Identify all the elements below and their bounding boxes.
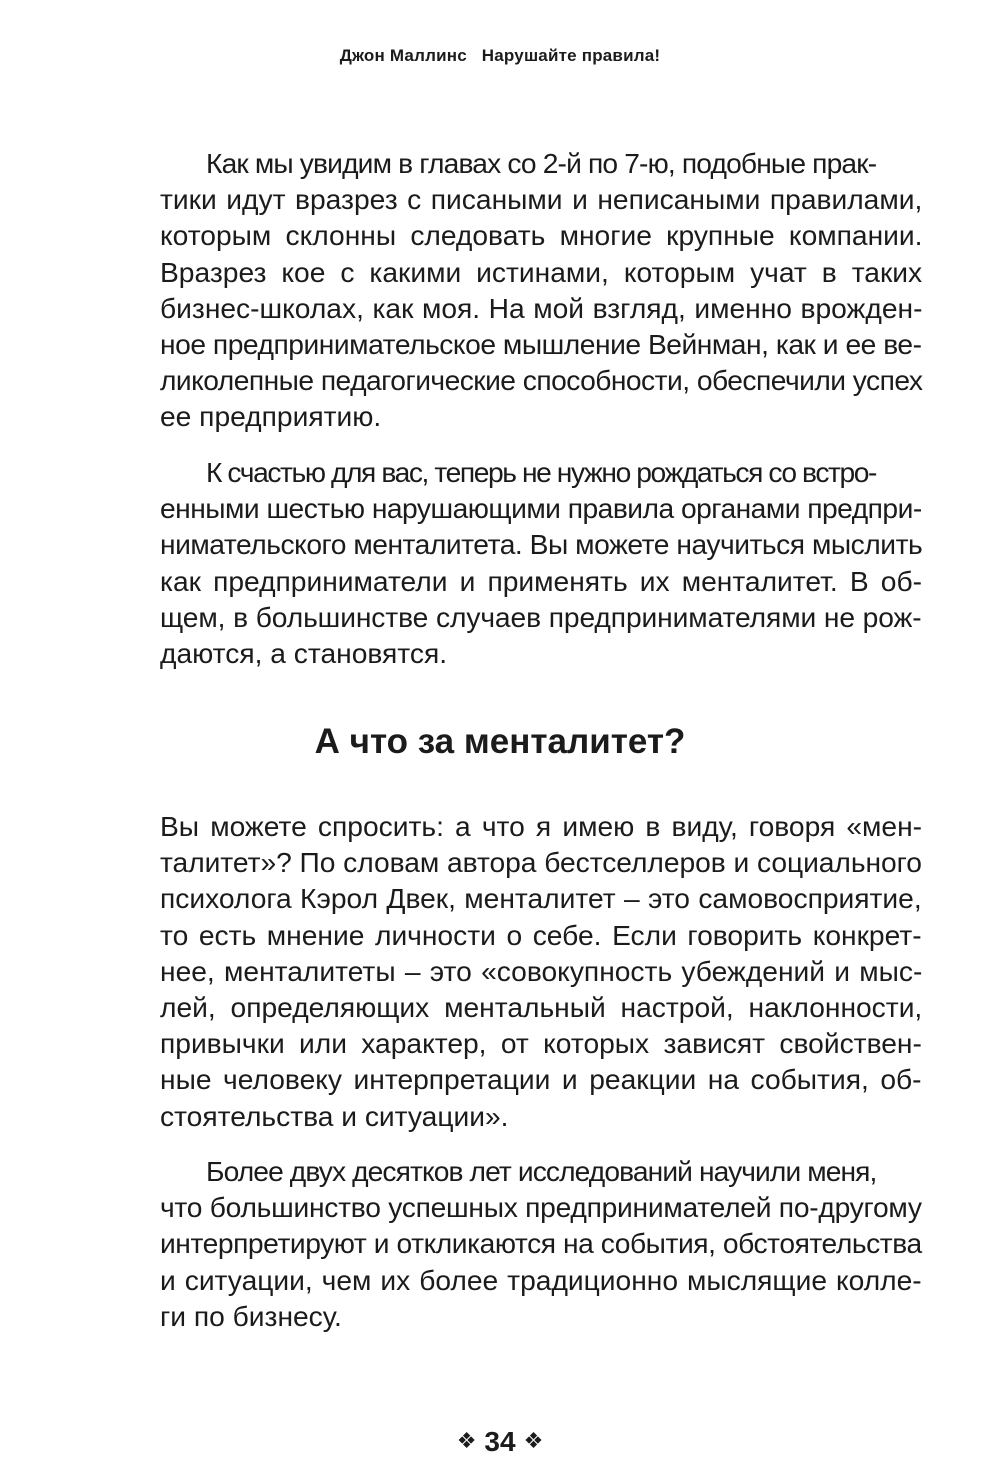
text-line: привычки или характер, от которых зависят свойствен- [160, 1027, 922, 1060]
page-footer [0, 1426, 1000, 1458]
running-header [0, 46, 1000, 66]
ornament-right-icon: ❖ [523, 1428, 544, 1453]
text-line: ги по бизнесу. [160, 1299, 342, 1332]
section-heading: А что за менталитет? [314, 722, 686, 761]
text-line: Вразрез кое с какими истинами, которым учат в таких [160, 255, 923, 288]
header-author: Джон Маллинс [339, 46, 467, 65]
text-line: талитет»? По словам автора бестселлеров и социального [160, 846, 922, 879]
paragraph-3 [160, 808, 922, 1134]
text-line: которым склонны следовать многие крупные компании. [160, 219, 923, 252]
text-line: тики идут вразрез с писаными и неписаными правилами, [160, 183, 923, 216]
text-line: ликолепные педагогические способности, обеспечили успех [160, 364, 923, 397]
text-line: что большинство успешных предпринимателей по-другому [160, 1191, 922, 1224]
text-line: Как мы увидим в главах со 2-й по 7-ю, подобные прак- [206, 147, 877, 179]
text-line: психолога Кэрол Двек, менталитет – это самовосприятие, [160, 882, 922, 915]
text-line: енными шестью нарушающими правила органами предпри- [160, 492, 922, 525]
text-line: ное предпринимательское мышление Вейнман, как и ее ве- [160, 328, 922, 361]
text-line: нее, менталитеты – это «совокупность убеждений и мыс- [160, 954, 923, 987]
ornament-left-icon: ❖ [456, 1428, 477, 1453]
text-line: щем, в большинстве случаев предпринимателями не рож- [160, 600, 922, 633]
text-line: Более двух десятков лет исследований научили меня, [206, 1155, 877, 1187]
text-line: бизнес-школах, как моя. На мой взгляд, именно врожден- [160, 291, 923, 324]
text-line: лей, определяющих ментальный настрой, наклонности, [160, 991, 923, 1024]
text-line: ные человеку интерпретации и реакции на события, об- [160, 1063, 922, 1096]
text-line: Вы можете спросить: а что я имею в виду, говоря «мен- [160, 810, 923, 842]
text-line: ее предприятию. [160, 400, 382, 433]
paragraph-1 [160, 145, 922, 435]
header-book-title: Нарушайте правила! [481, 46, 661, 65]
text-line: интерпретируют и откликаются на события, обстоятельства [160, 1227, 922, 1260]
text-line: стоятельства и ситуации». [160, 1099, 509, 1132]
text-line: то есть мнение личности о себе. Если говорить конкрет- [160, 918, 922, 951]
paragraph-4 [160, 1153, 922, 1334]
text-line: и ситуации, чем их более традиционно мыслящие колле- [160, 1263, 922, 1296]
paragraph-2 [160, 454, 922, 671]
text-line: К счастью для вас, теперь не нужно рождаться со встро- [206, 456, 877, 488]
text-line: даются, а становятся. [160, 637, 448, 670]
page-number: 34 [484, 1426, 516, 1457]
text-line: как предприниматели и применять их менталитет. В об- [160, 564, 922, 597]
text-line: нимательского менталитета. Вы можете научиться мыслить [160, 528, 923, 561]
